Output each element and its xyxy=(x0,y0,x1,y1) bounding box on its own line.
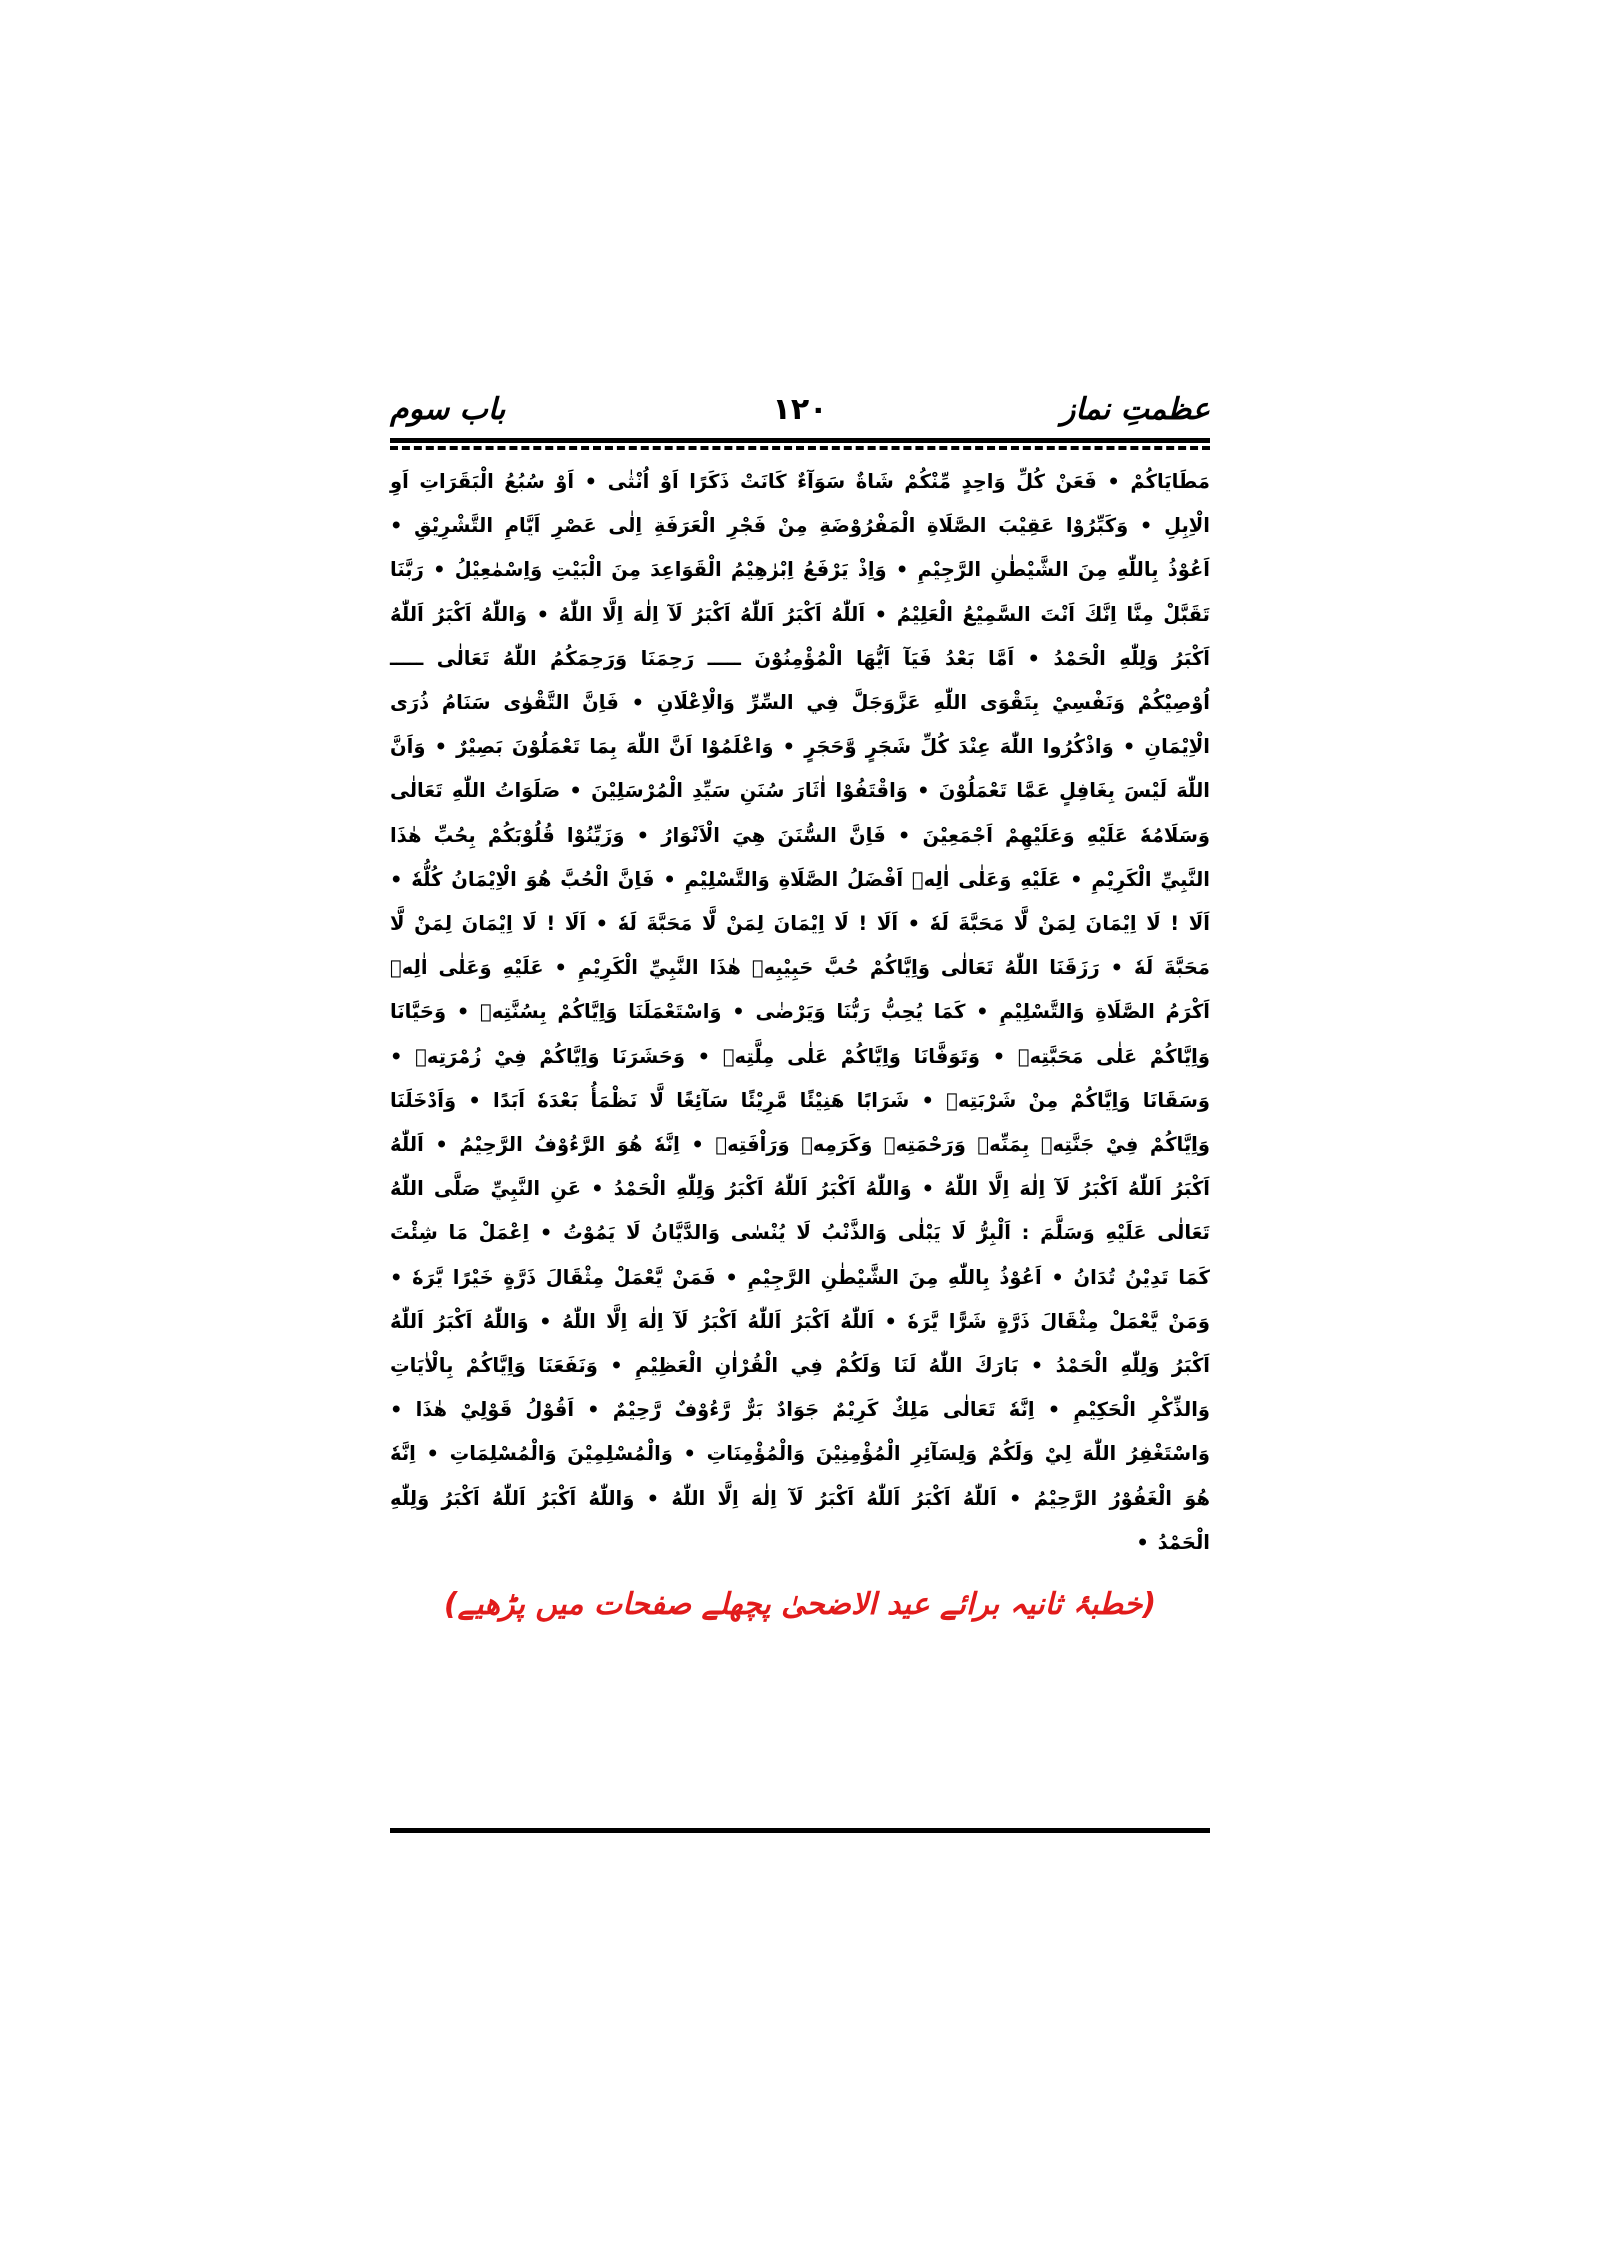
book-page xyxy=(390,392,1210,1842)
chapter-title: باب سوم xyxy=(390,392,506,427)
footer-rule xyxy=(390,1828,1210,1833)
book-title: عظمتِ نماز xyxy=(1060,392,1210,427)
header-dashed-rule xyxy=(390,446,1210,450)
sermon-text xyxy=(390,460,1210,1565)
red-note: (خطبۂ ثانیہ برائے عید الاضحیٰ پچھلے صفحات میں پڑھیے) xyxy=(443,1587,1157,1623)
header-rule xyxy=(390,438,1210,443)
page-number: ۱۲۰ xyxy=(772,392,828,427)
page-header xyxy=(390,392,1210,436)
sermon-paragraph: مَطَايَاكُمْ • فَعَنْ كُلِّ وَاحِدٍ مِّنْكُمْ شَاةٌ سَوَآءٌ كَانَتْ ذَكَرًا اَوْ اُنْثٰى • اَوْ سُبُعُ الْبَقَرَاتِ اَوِ الْاِبِلِ • وَكَبِّرُوْا عَقِيْبَ الصَّلَاةِ الْمَفْرُوْضَةِ مِنْ فَجْرِ الْعَرَفَةِ اِلٰى عَصْرِ اَيَّامِ التَّشْرِيْقِ • اَعُوْذُ بِاللّٰهِ مِنَ الشَّيْطٰنِ الرَّجِيْمِ • وَاِذْ يَرْفَعُ اِبْرٰهِيْمُ الْقَوَاعِدَ مِنَ الْبَيْتِ وَاِسْمٰعِيْلُ • رَبَّنَا تَقَبَّلْ مِنَّا اِنَّكَ اَنْتَ السَّمِيْعُ الْعَلِيْمُ • اَللّٰهُ اَكْبَرُ اَللّٰهُ اَكْبَرُ لَآ اِلٰهَ اِلَّا اللّٰهُ • وَاللّٰهُ اَكْبَرُ اَللّٰهُ اَكْبَرُ وَلِلّٰهِ الْحَمْدُ • اَمَّا بَعْدُ فَيَآ اَيُّهَا الْمُؤْمِنُوْنَ ـــــ رَحِمَنَا وَرَحِمَكُمُ اللّٰهُ تَعَالٰى ـــــ اُوْصِيْكُمْ وَنَفْسِيْ بِتَقْوَى اللّٰهِ عَزَّوَجَلَّ فِي السِّرِّ وَالْاِعْلَانِ • فَاِنَّ التَّقْوٰى سَنَامُ ذُرَى الْاِيْمَانِ • وَاذْكُرُوا اللّٰهَ عِنْدَ كُلِّ شَجَرٍ وَّحَجَرٍ • وَاعْلَمُوْا اَنَّ اللّٰهَ بِمَا تَعْمَلُوْنَ بَصِيْرٌ • وَاَنَّ اللّٰهَ لَيْسَ بِغَافِلٍ عَمَّا تَعْمَلُوْنَ • وَاقْتَفُوْا اٰثَارَ سُنَنِ سَيِّدِ الْمُرْسَلِيْنَ • صَلَوَاتُ اللّٰهِ تَعَالٰى وَسَلَامُهٗ عَلَيْهِ وَعَلَيْهِمْ اَجْمَعِيْنَ • فَاِنَّ السُّنَنَ هِيَ الْاَنْوَارُ • وَزَيِّنُوْا قُلُوْبَكُمْ بِحُبِّ هٰذَا النَّبِيِّ الْكَرِيْمِ • عَلَيْهِ وَعَلٰى اٰلِهٖ اَفْضَلُ الصَّلَاةِ وَالتَّسْلِيْمِ • فَاِنَّ الْحُبَّ هُوَ الْاِيْمَانُ كُلُّهٗ • اَلَا ! لَا اِيْمَانَ لِمَنْ لَّا مَحَبَّةَ لَهٗ • اَلَا ! لَا اِيْمَانَ لِمَنْ لَّا مَحَبَّةَ لَهٗ • اَلَا ! لَا اِيْمَانَ لِمَنْ لَّا مَحَبَّةَ لَهٗ • رَزَقَنَا اللّٰهُ تَعَالٰى وَاِيَّاكُمْ حُبَّ حَبِيْبِهٖ هٰذَا النَّبِيِّ الْكَرِيْمِ • عَلَيْهِ وَعَلٰى اٰلِهٖ اَكْرَمُ الصَّلَاةِ وَالتَّسْلِيْمِ • كَمَا يُحِبُّ رَبُّنَا وَيَرْضٰى • وَاسْتَعْمَلَنَا وَاِيَّاكُمْ بِسُنَّتِهٖ • وَحَيَّانَا وَاِيَّاكُمْ عَلٰى مَحَبَّتِهٖ • وَتَوَفَّانَا وَاِيَّاكُمْ عَلٰى مِلَّتِهٖ • وَحَشَرَنَا وَاِيَّاكُمْ فِيْ زُمْرَتِهٖ • وَسَقَانَا وَاِيَّاكُمْ مِنْ شَرْبَتِهٖ • شَرَابًا هَنِيْئًا مَّرِيْئًا سَآئِغًا لَّا نَظْمَأُ بَعْدَهٗ اَبَدًا • وَاَدْخَلَنَا وَاِيَّاكُمْ فِيْ جَنَّتِهٖ بِمَنِّهٖ وَرَحْمَتِهٖ وَكَرَمِهٖ وَرَاْفَتِهٖ • اِنَّهٗ هُوَ الرَّءُوْفُ الرَّحِيْمُ • اَللّٰهُ اَكْبَرُ اَللّٰهُ اَكْبَرُ لَآ اِلٰهَ اِلَّا اللّٰهُ • وَاللّٰهُ اَكْبَرُ اَللّٰهُ اَكْبَرُ وَلِلّٰهِ الْحَمْدُ • عَنِ النَّبِيِّ صَلَّى اللّٰهُ تَعَالٰى عَلَيْهِ وَسَلَّمَ : اَلْبِرُّ لَا يَبْلٰى وَالذَّنْبُ لَا يُنْسٰى وَالدَّيَّانُ لَا يَمُوْتُ • اِعْمَلْ مَا شِئْتَ كَمَا تَدِيْنُ تُدَانُ • اَعُوْذُ بِاللّٰهِ مِنَ الشَّيْطٰنِ الرَّجِيْمِ • فَمَنْ يَّعْمَلْ مِثْقَالَ ذَرَّةٍ خَيْرًا يَّرَهٗ • وَمَنْ يَّعْمَلْ مِثْقَالَ ذَرَّةٍ شَرًّا يَّرَهٗ • اَللّٰهُ اَكْبَرُ اَللّٰهُ اَكْبَرُ لَآ اِلٰهَ اِلَّا اللّٰهُ • وَاللّٰهُ اَكْبَرُ اَللّٰهُ اَكْبَرُ وَلِلّٰهِ الْحَمْدُ • بَارَكَ اللّٰهُ لَنَا وَلَكُمْ فِي الْقُرْاٰنِ الْعَظِيْمِ • وَنَفَعَنَا وَاِيَّاكُمْ بِالْاٰيَاتِ وَالذِّكْرِ الْحَكِيْمِ • اِنَّهٗ تَعَالٰى مَلِكٌ كَرِيْمٌ جَوَادٌ بَرٌّ رَّءُوْفٌ رَّحِيْمٌ • اَقُوْلُ قَوْلِيْ هٰذَا • وَاسْتَغْفِرُ اللّٰهَ لِيْ وَلَكُمْ وَلِسَآئِرِ الْمُؤْمِنِيْنَ وَالْمُؤْمِنَاتِ • وَالْمُسْلِمِيْنَ وَالْمُسْلِمَاتِ • اِنَّهٗ هُوَ الْغَفُوْرُ الرَّحِيْمُ • اَللّٰهُ اَكْبَرُ اَللّٰهُ اَكْبَرُ لَآ اِلٰهَ اِلَّا اللّٰهُ • وَاللّٰهُ اَكْبَرُ اَللّٰهُ اَكْبَرُ وَلِلّٰهِ الْحَمْدُ • xyxy=(390,470,1210,1554)
